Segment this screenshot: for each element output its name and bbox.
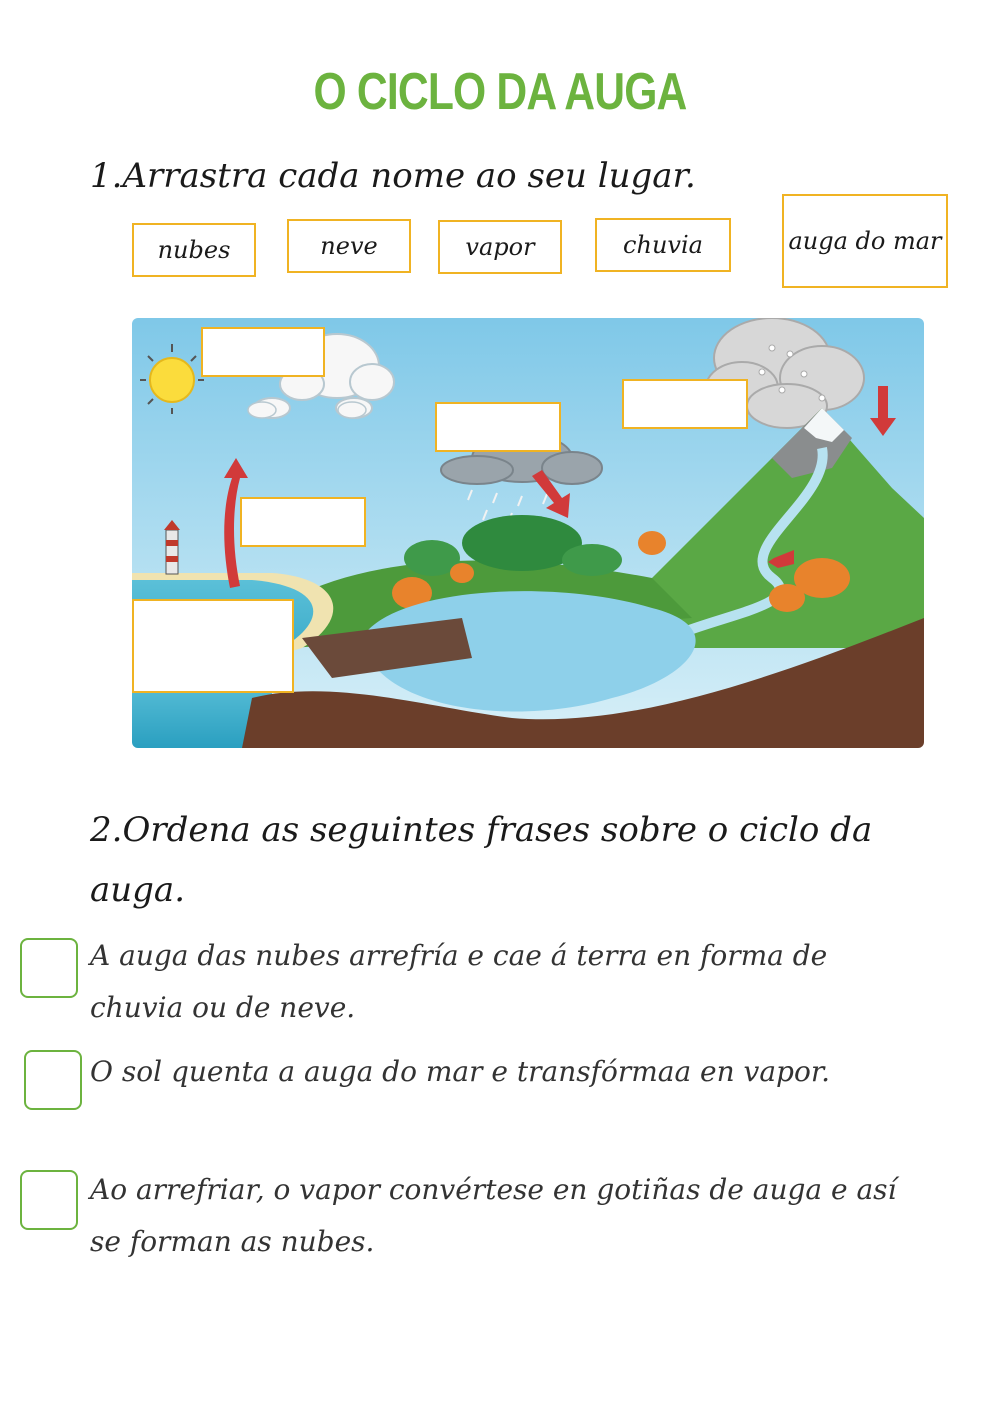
order-checkbox-3[interactable] [20, 1170, 78, 1230]
drop-zone-top-left[interactable] [201, 327, 325, 377]
lighthouse-icon [164, 520, 180, 574]
drop-zone-center[interactable] [435, 402, 561, 452]
word-card-auga-do-mar[interactable]: auga do mar [782, 194, 948, 288]
question-2: 2.Ordena as seguintes frases sobre o ciclo da auga. [90, 810, 873, 910]
sentence-2: O sol quenta a auga do mar e transfórmaa en vapor. [90, 1055, 831, 1088]
word-card-vapor[interactable]: vapor [438, 220, 562, 274]
water-cycle-illustration [132, 318, 924, 748]
word-card-chuvia[interactable]: chuvia [595, 218, 731, 272]
word-card-nubes[interactable]: nubes [132, 223, 256, 277]
sentence-3: Ao arrefriar, o vapor convértese en gotiñas de auga e así se forman as nubes. [90, 1173, 897, 1258]
order-checkbox-1[interactable] [20, 938, 78, 998]
drop-zone-left-middle[interactable] [240, 497, 366, 547]
drop-zone-top-right[interactable] [622, 379, 748, 429]
sentence-1: A auga das nubes arrefría e cae á terra en forma de chuvia ou de neve. [90, 939, 828, 1024]
order-checkbox-2[interactable] [24, 1050, 82, 1110]
question-1: 1.Arrastra cada nome ao seu lugar. [90, 156, 696, 196]
page-title: O CICLO DA AUGA [313, 63, 687, 121]
drop-zone-sea[interactable] [132, 599, 294, 693]
word-card-neve[interactable]: neve [287, 219, 411, 273]
